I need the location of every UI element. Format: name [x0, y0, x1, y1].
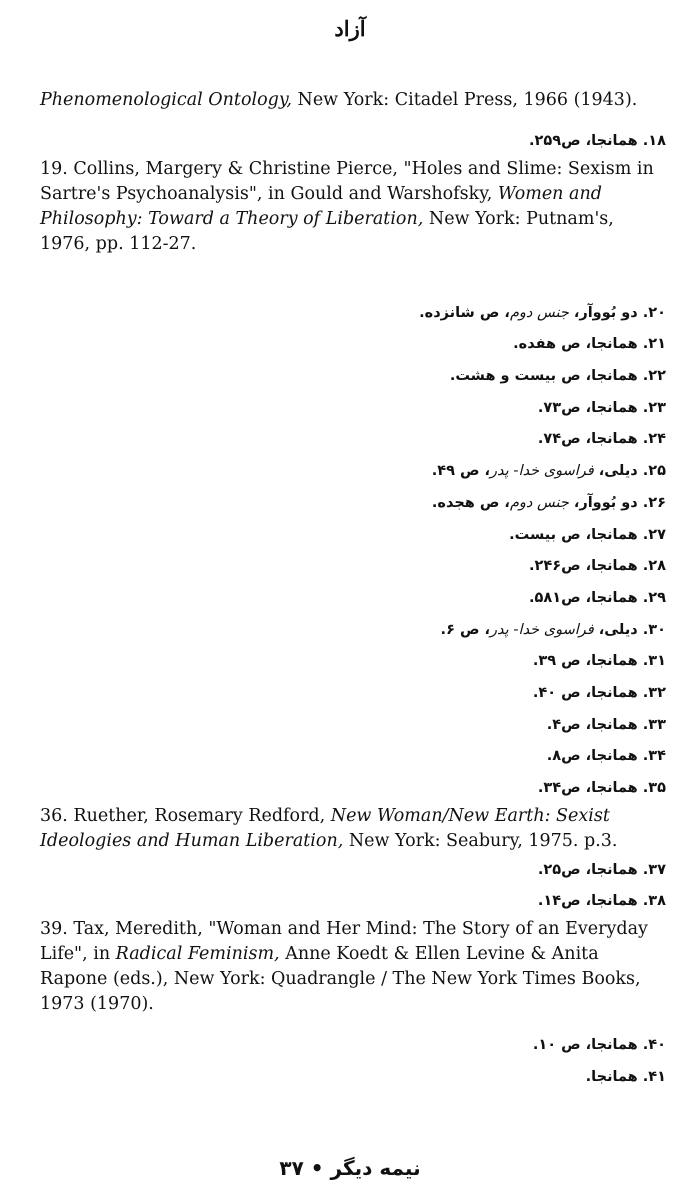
spacer: [40, 113, 666, 125]
book-title: Women and Philosophy: Toward a Theory of Liberation,: [40, 183, 602, 229]
note-21: ۲۱. همانجا، ص هفده.: [513, 336, 666, 353]
note-text: ، ص ۶.: [440, 621, 491, 638]
note-20: [40, 297, 666, 329]
note-text: ، ص ۴۹.: [431, 463, 491, 480]
citation-text: 36. Ruether, Rosemary Redford,: [40, 805, 331, 826]
spacer: [40, 1017, 666, 1029]
spacer: [40, 257, 666, 297]
book-title: Phenomenological Ontology,: [40, 90, 292, 110]
citation-text: 39. Tax, Meredith, "Woman and Her Mind: The Story of an Everyday Life", in: [40, 919, 648, 965]
citation-text: 19. Collins, Margery & Christine Pierce, "Holes and Slime: Sexism in Sartre's Psychoanalysis", in Gould and Warshofsky,: [40, 158, 654, 204]
running-head: آزاد: [334, 16, 366, 41]
note-text: ۳۰. دیلی،: [593, 621, 666, 638]
book-title: جنس دوم: [509, 494, 569, 511]
note-30: [40, 614, 666, 646]
page-footer: نیمه دیگر • ۳۷: [279, 1156, 421, 1180]
note-36: [40, 804, 666, 854]
book-title: فراسوی خدا- پدر: [490, 463, 594, 480]
note-18: ۱۸. همانجا، ص۲۵۹.: [529, 133, 666, 149]
note-26: [40, 487, 666, 519]
note-text: ، ص شانزده.: [419, 304, 510, 321]
note-35: ۳۵. همانجا، ص۳۴.: [537, 780, 666, 796]
book-title: جنس دوم: [509, 304, 569, 321]
note-text: ، ص هجده.: [431, 494, 510, 511]
note-23: ۲۳. همانجا، ص۷۳.: [537, 399, 666, 416]
note-17-continuation: [40, 88, 666, 113]
note-29: ۲۹. همانجا، ص۵۸۱.: [529, 589, 666, 606]
note-22: ۲۲. همانجا، ص بیست و هشت.: [449, 368, 666, 385]
note-38: ۳۸. همانجا، ص۱۴.: [537, 893, 666, 910]
book-title: فراسوی خدا- پدر: [490, 621, 594, 638]
note-32: ۳۲. همانجا، ص ۴۰.: [532, 684, 666, 701]
citation-text: Anne Koedt & Ellen Levine & Anita Rapone (eds.), New York: Quadrangle / The New York Times Books, 1973 (1970).: [40, 944, 641, 1015]
note-34: ۳۴. همانجا، ص۸.: [546, 748, 666, 765]
book-title: New Woman/New Earth: Sexist Ideologies and Human Liberation,: [40, 805, 610, 851]
note-25: [40, 455, 666, 487]
citation-text: New York: Putnam's, 1976, pp. 112-27.: [40, 208, 614, 254]
book-title: Radical Feminism,: [115, 944, 280, 965]
note-text: ۲۵. دیلی،: [593, 463, 666, 480]
citation-text: New York: Seabury, 1975. p.3.: [343, 830, 618, 851]
note-41: ۴۱. همانجا.: [585, 1068, 666, 1085]
note-19: [40, 157, 666, 257]
note-31: ۳۱. همانجا، ص ۳۹.: [532, 653, 666, 670]
note-40: ۴۰. همانجا، ص ۱۰.: [532, 1037, 666, 1054]
endnotes: [40, 88, 666, 1092]
note-24: ۲۴. همانجا، ص۷۴.: [537, 431, 666, 448]
note-33: ۳۳. همانجا، ص۴.: [546, 716, 666, 733]
note-37: ۳۷. همانجا، ص۲۵.: [537, 861, 666, 878]
note-27: ۲۷. همانجا، ص بیست.: [509, 526, 666, 543]
note-39: [40, 917, 666, 1017]
note-28: ۲۸. همانجا، ص۲۴۶.: [529, 558, 666, 575]
note-text: ۲۶. دو بُووآر،: [568, 494, 666, 511]
citation-text: New York: Citadel Press, 1966 (1943).: [291, 90, 638, 110]
note-text: ۲۰. دو بُووآر،: [568, 304, 666, 321]
